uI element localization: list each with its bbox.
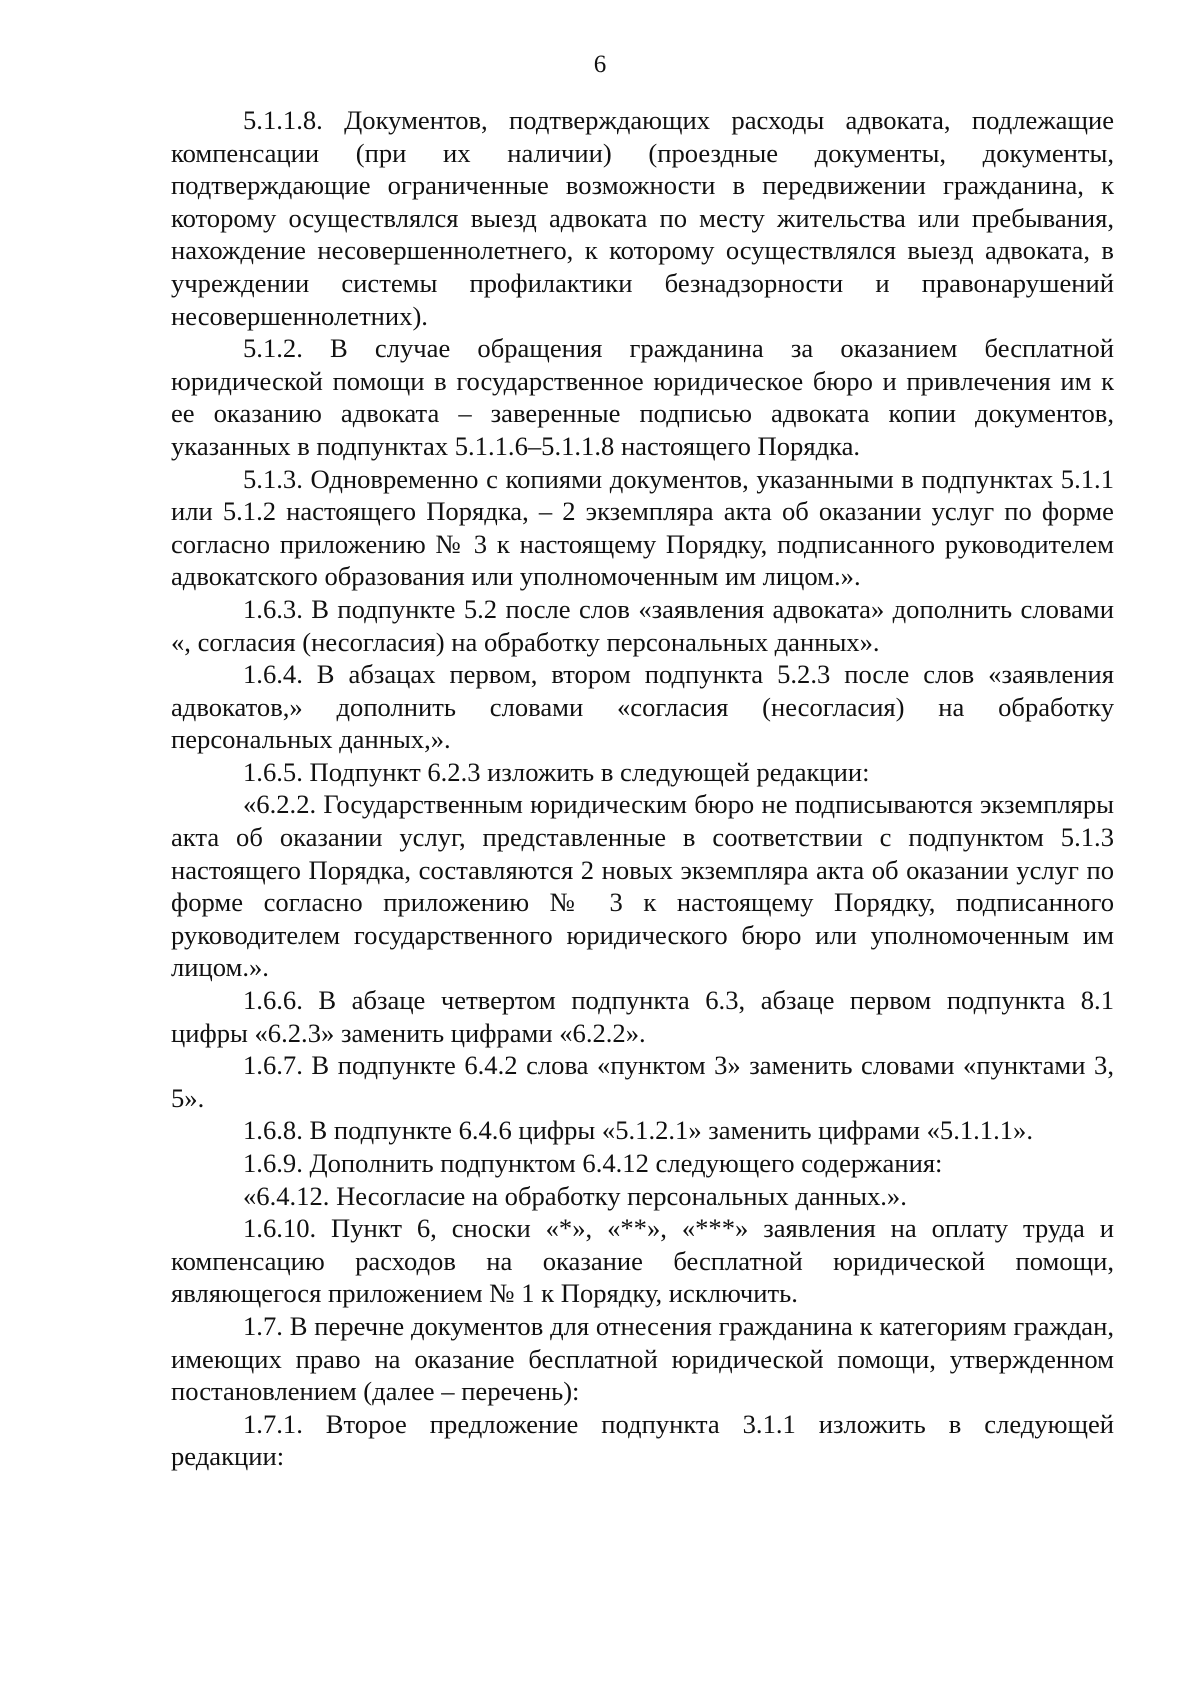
document-body — [171, 104, 1114, 1473]
paragraph-1-7: 1.7. В перечне документов для отнесения гражданина к категориям граждан, имеющих право на оказание бесплатной юридической помощи, утвержденном постановлением (далее – перечень): — [171, 1310, 1114, 1407]
paragraph-1-7-1: 1.7.1. Второе предложение подпункта 3.1.1 изложить в следующей редакции: — [171, 1408, 1114, 1472]
paragraph-1-6-5: 1.6.5. Подпункт 6.2.3 изложить в следующей редакции: — [243, 756, 870, 787]
paragraph-1-6-7: 1.6.7. В подпункте 6.4.2 слова «пунктом 3» заменить словами «пунктами 3, 5». — [171, 1050, 1114, 1113]
paragraph-quote-6-2-2: «6.2.2. Государственным юридическим бюро не подписываются экземпляры акта об оказании услуг, представленные в соответствии с подпунктом 5.1.3 настоящего Порядка, составляются 2 новых экземпляра акта об оказании услуг по форме согласно приложению № 3 к настоящему Порядку, подписанного руководителем государственного юридического бюро или уполномоченным им лицом.». — [171, 789, 1114, 983]
paragraph-1-6-8: 1.6.8. В подпункте 6.4.6 цифры «5.1.2.1» заменить цифрами «5.1.1.1». — [243, 1115, 1033, 1146]
paragraph-1-6-10: 1.6.10. Пункт 6, сноски «*», «**», «***» заявления на оплату труда и компенсацию расходов на оказание бесплатной юридической помощи, являющегося приложением № 1 к Порядку, исключить. — [171, 1213, 1114, 1309]
paragraph-1-6-4: 1.6.4. В абзацах первом, втором подпункта 5.2.3 после слов «заявления адвокатов,» дополнить словами «согласия (несогласия) на обработку персональных данных,». — [171, 659, 1114, 755]
paragraph-5-1-2: 5.1.2. В случае обращения гражданина за оказанием бесплатной юридической помощи в государственное юридическое бюро и привлечения им к ее оказанию адвоката – заверенные подписью адвоката копии документов, указанных в подпунктах 5.1.1.6–5.1.1.8 настоящего Порядка. — [171, 333, 1114, 461]
page-number: 6 — [593, 51, 607, 78]
paragraph-quote-6-4-12: «6.4.12. Несогласие на обработку персональных данных.». — [243, 1180, 907, 1211]
paragraph-5-1-3: 5.1.3. Одновременно с копиями документов, указанными в подпунктах 5.1.1 или 5.1.2 настоящего Порядка, – 2 экземпляра акта об оказании услуг по форме согласно приложению № 3 к настоящему Порядку, подписанного руководителем адвокатского образования или уполномоченным им лицом.». — [171, 463, 1114, 592]
paragraph-1-6-9: 1.6.9. Дополнить подпунктом 6.4.12 следующего содержания: — [243, 1148, 943, 1178]
paragraph-1-6-3: 1.6.3. В подпункте 5.2 после слов «заявления адвоката» дополнить словами «, согласия (несогласия) на обработку персональных данных». — [171, 593, 1114, 657]
paragraph-1-6-6: 1.6.6. В абзаце четвертом подпункта 6.3, абзаце первом подпункта 8.1 цифры «6.2.3» заменить цифрами «6.2.2». — [171, 985, 1114, 1048]
paragraph-5-1-1-8: 5.1.1.8. Документов, подтверждающих расходы адвоката, подлежащие компенсации (при их наличии) (проездные документы, документы, подтверждающие ограниченные возможности в передвижении гражданина, к которому осуществлялся выезд адвоката по месту жительства или пребывания, нахождение несовершеннолетнего, к которому осуществлялся выезд адвоката, в учреждении системы профилактики безнадзорности и правонарушений несовершеннолетних). — [171, 105, 1114, 331]
